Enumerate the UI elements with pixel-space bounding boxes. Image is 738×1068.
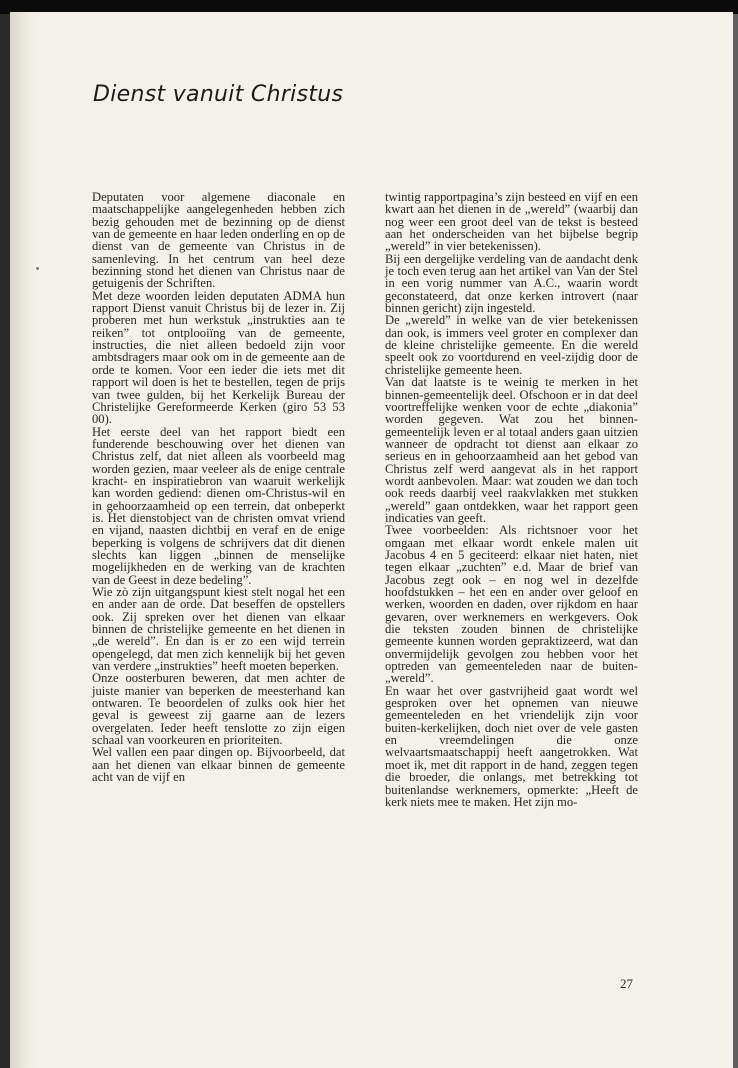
paragraph: De „wereld” in welke van de vier betekenissen dan ook, is immers veel groter en complexer dan de kleine christelijke gemeente. En die wereld speelt ook zo voortdurend en veel-zijdig door de christelijke gemeente heen. [385,313,638,377]
speck [36,267,39,270]
paragraph: twintig rapportpagina’s zijn besteed en vijf en een kwart aan het dienen in de „wereld” (waarbij dan nog weer een groot deel van de tekst is besteed aan het onderscheiden van het bijbelse begrip „wereld” in vier betekenissen). [385,190,638,254]
text-column-right [385,191,638,808]
scan-edge [0,0,10,1068]
page-gutter [10,12,36,1068]
paragraph: Twee voorbeelden: Als richtsnoer voor het omgaan met elkaar wordt enkele malen uit Jacobus 4 en 5 geciteerd: elkaar niet haten, niet tegen elkaar „zuchten” e.d. Maar de brief van Jacobus zegt ook – en nog wel in dezelfde hoofdstukken – het een en ander over geloof en werken, woorden en daden, over rijkdom en haar gevaren, over werknemers en werkgevers. Ook die teksten zouden binnen de christelijke gemeente kunnen worden gepraktizeerd, wat dan onvermijdelijk gevolgen zou hebben voor het optreden van gemeenteleden naar de buiten-„wereld”. [385,523,638,686]
paragraph: Met deze woorden leiden deputaten ADMA hun rapport Dienst vanuit Christus bij de lezer in. Zij proberen met hun werkstuk „instrukties aan te reiken” tot ontplooiïng van de gemeente, instructies, die niet alleen bedoeld zijn voor ambtsdragers maar ook om in de gemeente aan de orde te komen. Voor een ieder die iets met dit rapport wil doen is het te bestellen, tegen de prijs van twee gulden, bij het Kerkelijk Bureau der Christelijke Gereformeerde Kerken (giro 53 53 00). [92,288,345,427]
paragraph: Het eerste deel van het rapport biedt een funderende beschouwing over het dienen van Christus zelf, dat niet alleen als voorbeeld mag worden gezien, maar veeleer als de enige centrale kracht- en inspiratiebron van waaruit werkelijk kan worden gediend: dienen om-Christus-wil en in gehoorzaamheid op een terrein, dat onbeperkt is. Het dienstobject van de christen omvat vriend en vijand, naasten dichtbij en veraf en de enige beperking is volgens de schrijvers dat dit dienen slechts kan liggen „binnen de menselijke mogelijkheden en de werking van de krachten van de Geest in deze bedeling”. [92,424,345,587]
paragraph: Onze oosterburen beweren, dat men achter de juiste manier van beperken de meesterhand kan ontwaren. Te beoordelen of zulks ook hier het geval is geweest zij gaarne aan de lezers overgelaten. Ieder heeft tenslotte zo zijn eigen schaal van voorkeuren en prioriteiten. [92,671,345,748]
paragraph: En waar het over gastvrijheid gaat wordt wel gesproken over het opnemen van nieuwe gemeenteleden en het vriendelijk zijn voor buiten-kerkelijken, doch niet over de vele gasten en vreemdelingen die onze welvaartsmaatschappij heeft aangetrokken. Wat moet ik, met dit rapport in de hand, zeggen tegen die broeder, die onlangs, met betrekking tot buitenlandse werknemers, opmerkte: „Heeft de kerk niets mee te maken. Het zijn mo- [385,683,638,809]
page-number: 27 [620,976,633,991]
paragraph: Bij een dergelijke verdeling van de aandacht denk je toch even terug aan het artikel van Van der Stel in een vorig nummer van A.C., waarin wordt geconstateerd, dat onze kerken introvert (naar binnen gericht) zijn ingesteld. [385,251,638,316]
text-column-left [92,191,345,784]
paragraph: Wie zò zijn uitgangspunt kiest stelt nogal het een en ander aan de orde. Dat beseffen de opstellers ook. Zij spreken over het dienen van elkaar binnen de christelijke gemeente en het dienen in „de wereld”. En dan is er zo een wijd terrein opengelegd, dat men zich kennelijk bij het geven van verdere „instrukties” heeft moeten beperken. [92,585,345,674]
paragraph: Deputaten voor algemene diaconale en maatschappelijke aangelegenheden hebben zich bezig gehouden met de bezinning op de dienst van de gemeente en haar leden onderling en op de dienst van de gemeente van Christus in de samenleving. In het centrum van heel deze bezinning stond het dienen van Christus naar de getuigenis der Schriften. [92,190,345,291]
paragraph: Van dat laatste is te weinig te merken in het binnen-gemeentelijk deel. Ofschoon er in dat deel voortreffelijke wenken voor de echte „diakonia” worden gegeven. Wat zou het binnen-gemeentelijk leven er al totaal anders gaan uitzien wanneer de opdracht tot dienst aan elkaar zo serieus en in gehoorzaamheid aan het gebod van Christus zelf werd aangevat als in het rapport wordt aanbevolen. Maar: wat zouden we dan toch ook reeds daarbij veel raakvlakken met stukken „wereld” gaan ontdekken, waar het rapport geen indicaties van geeft. [385,375,638,525]
article-title: Dienst vanuit Christus [93,82,344,107]
paragraph: Wel vallen een paar dingen op. Bijvoorbeeld, dat aan het dienen van elkaar binnen de gemeente acht van de vijf en [92,745,345,785]
